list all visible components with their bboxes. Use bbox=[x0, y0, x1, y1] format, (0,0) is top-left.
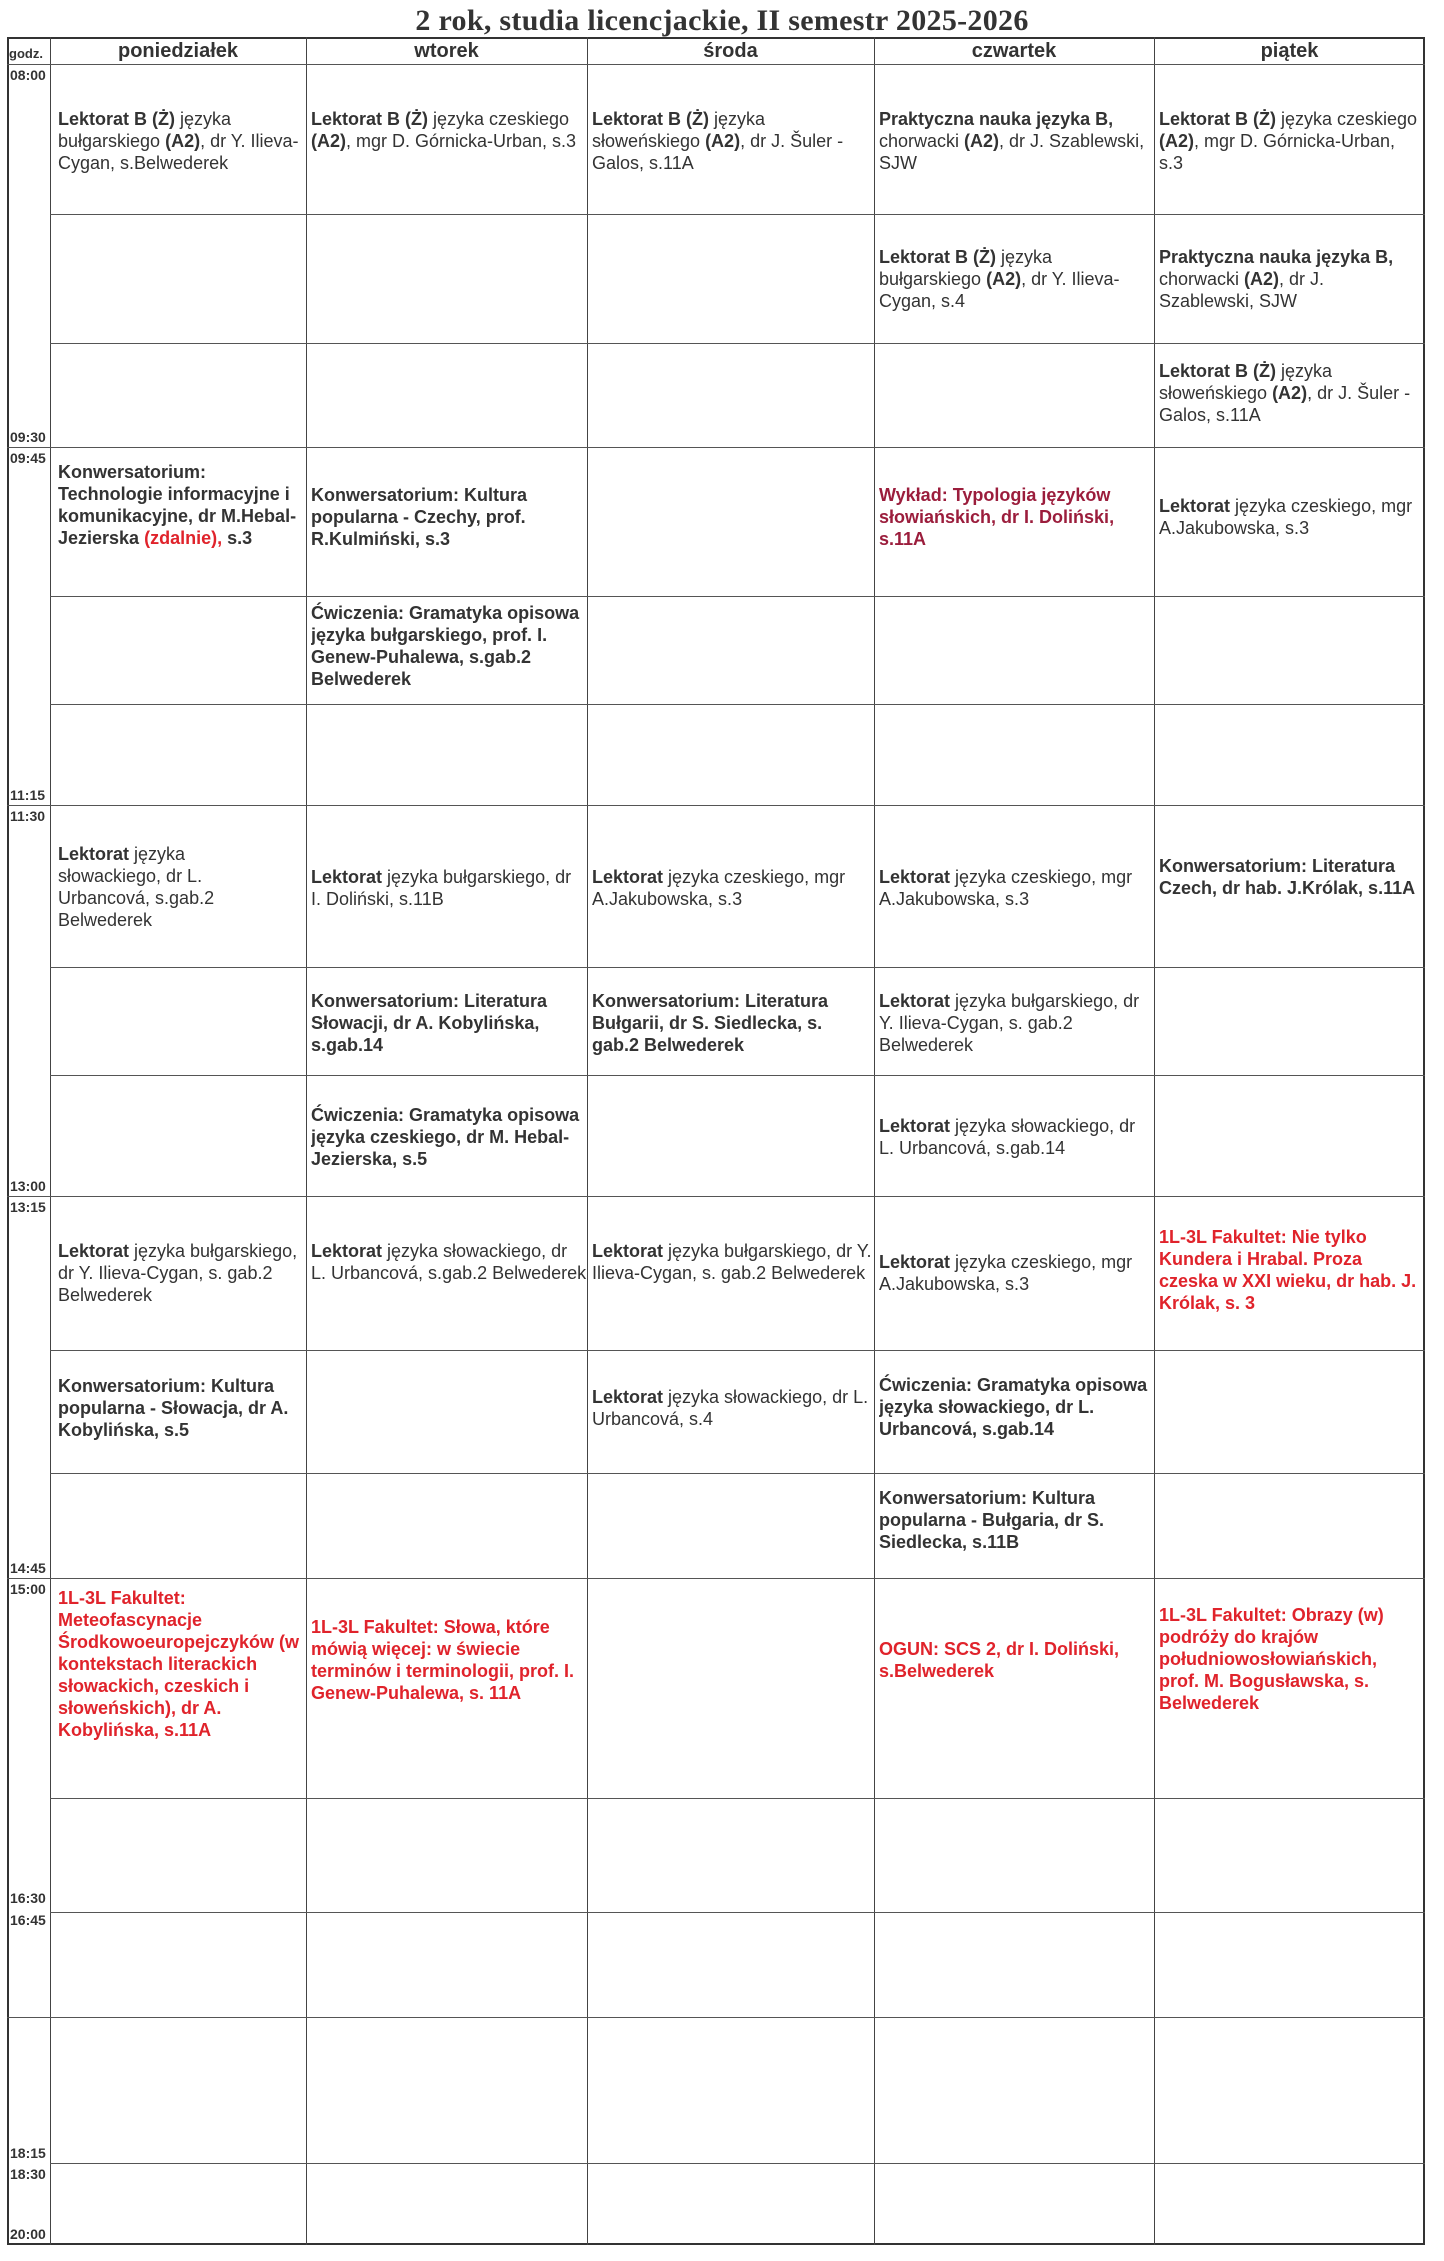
class-entry: Konwersatorium: Kultura popularna - Słowacja, dr A. Kobylińska, s.5 bbox=[58, 1376, 289, 1440]
row-divider bbox=[50, 1473, 1425, 1474]
class-entry: Lektorat B (Ż) języka bułgarskiego (A2), dr Y. Ilieva-Cygan, s.4 bbox=[879, 247, 1120, 311]
column-divider bbox=[306, 37, 307, 2245]
header-divider bbox=[7, 64, 1425, 65]
row-divider bbox=[50, 596, 1425, 597]
time-label: 18:15 bbox=[10, 2145, 46, 2161]
column-divider bbox=[1154, 37, 1155, 2245]
class-entry: OGUN: SCS 2, dr I. Doliński, s.Belwederek bbox=[879, 1639, 1120, 1681]
column-divider bbox=[587, 37, 588, 2245]
class-entry: Ćwiczenia: Gramatyka opisowa języka czeskiego, dr M. Hebal-Jezierska, s.5 bbox=[311, 1105, 580, 1169]
time-label: 16:45 bbox=[10, 1912, 46, 1928]
class-entry: Lektorat języka słowackiego, dr L. Urbancová, s.gab.2 Belwederek bbox=[58, 844, 215, 930]
class-entry: Lektorat B (Ż) języka słoweńskiego (A2), dr J. Šuler - Galos, s.11A bbox=[592, 109, 844, 173]
class-entry: Konwersatorium: Literatura Bułgarii, dr S. Siedlecka, s. gab.2 Belwederek bbox=[592, 991, 829, 1055]
row-divider bbox=[50, 1798, 1425, 1799]
time-label: 18:30 bbox=[10, 2166, 46, 2182]
row-divider bbox=[50, 1350, 1425, 1351]
class-entry: Konwersatorium: Literatura Czech, dr hab. J.Królak, s.11A bbox=[1159, 856, 1416, 898]
class-entry: Lektorat języka słowackiego, dr L. Urbancová, s.gab.2 Belwederek bbox=[311, 1241, 587, 1283]
header-day-thursday: czwartek bbox=[971, 40, 1057, 62]
header-day-wednesday: środa bbox=[703, 40, 758, 62]
time-label: 08:00 bbox=[10, 67, 46, 83]
class-entry: Praktyczna nauka języka B, chorwacki (A2), dr J. Szablewski, SJW bbox=[1159, 247, 1394, 311]
row-divider bbox=[50, 214, 1425, 215]
class-entry: Konwersatorium: Technologie informacyjne i komunikacyjne, dr M.Hebal-Jezierska (zdalnie), s.3 bbox=[58, 462, 297, 548]
class-entry: Lektorat języka bułgarskiego, dr Y. Ilieva-Cygan, s. gab.2 Belwederek bbox=[58, 1241, 298, 1305]
class-entry: Lektorat B (Ż) języka słoweńskiego (A2), dr J. Šuler - Galos, s.11A bbox=[1159, 361, 1411, 425]
header-day-tuesday: wtorek bbox=[414, 40, 479, 62]
row-divider bbox=[50, 704, 1425, 705]
class-entry: 1L-3L Fakultet: Meteofascynacje Środkowoeuropejczyków (w kontekstach literackich słowackich, czeskich i słoweńskich), dr A. Kobylińska, s.11A bbox=[58, 1588, 300, 1740]
class-entry: Ćwiczenia: Gramatyka opisowa języka słowackiego, dr L. Urbancová, s.gab.14 bbox=[879, 1375, 1148, 1439]
class-entry: Lektorat języka czeskiego, mgr A.Jakubowska, s.3 bbox=[592, 867, 846, 909]
class-entry: Lektorat języka bułgarskiego, dr Y. Ilieva-Cygan, s. gab.2 Belwederek bbox=[592, 1241, 872, 1283]
class-entry: Ćwiczenia: Gramatyka opisowa języka bułgarskiego, prof. I. Genew-Puhalewa, s.gab.2 Belwederek bbox=[311, 603, 580, 689]
class-entry: 1L-3L Fakultet: Obrazy (w) podróży do krajów południowosłowiańskich, prof. M. Bogusławska, s. Belwederek bbox=[1159, 1605, 1384, 1713]
class-entry: Lektorat języka czeskiego, mgr A.Jakubowska, s.3 bbox=[879, 1252, 1133, 1294]
class-entry: Lektorat B (Ż) języka czeskiego (A2), mgr D. Górnicka-Urban, s.3 bbox=[311, 109, 577, 151]
class-entry: Lektorat języka słowackiego, dr L. Urbancová, s.4 bbox=[592, 1387, 869, 1429]
column-divider bbox=[874, 37, 875, 2245]
class-entry: Konwersatorium: Kultura popularna - Czechy, prof. R.Kulmiński, s.3 bbox=[311, 485, 528, 549]
class-entry: Lektorat języka czeskiego, mgr A.Jakubowska, s.3 bbox=[879, 867, 1133, 909]
time-label: 09:45 bbox=[10, 450, 46, 466]
column-divider bbox=[50, 37, 51, 2245]
page-title: 2 rok, studia licencjackie, II semestr 2025-2026 bbox=[415, 4, 1029, 37]
row-divider bbox=[50, 2163, 1425, 2164]
time-label: 14:45 bbox=[10, 1560, 46, 1576]
time-label: 09:30 bbox=[10, 429, 46, 445]
time-label: 11:30 bbox=[10, 808, 46, 824]
row-divider bbox=[7, 2017, 1425, 2018]
class-entry: Lektorat B (Ż) języka czeskiego (A2), mgr D. Górnicka-Urban, s.3 bbox=[1159, 109, 1418, 173]
class-entry: Lektorat języka słowackiego, dr L. Urbancová, s.gab.14 bbox=[879, 1116, 1136, 1158]
time-label: 16:30 bbox=[10, 1890, 46, 1906]
header-godz: godz. bbox=[9, 46, 43, 61]
class-entry: Lektorat języka bułgarskiego, dr I. Doliński, s.11B bbox=[311, 867, 572, 909]
header-day-friday: piątek bbox=[1260, 40, 1319, 62]
time-label: 20:00 bbox=[10, 2226, 46, 2242]
row-divider bbox=[50, 343, 1425, 344]
row-divider bbox=[7, 1196, 1425, 1197]
row-divider bbox=[50, 1912, 1425, 1913]
row-divider bbox=[50, 967, 1425, 968]
class-entry: 1L-3L Fakultet: Słowa, które mówią więcej: w świecie terminów i terminologii, prof. I. Genew-Puhalewa, s. 11A bbox=[311, 1617, 575, 1703]
row-divider bbox=[7, 447, 1425, 448]
class-entry: Konwersatorium: Literatura Słowacji, dr A. Kobylińska, s.gab.14 bbox=[311, 991, 548, 1055]
class-entry: Lektorat języka czeskiego, mgr A.Jakubowska, s.3 bbox=[1159, 496, 1413, 538]
class-entry: 1L-3L Fakultet: Nie tylko Kundera i Hrabal. Proza czeska w XXI wieku, dr hab. J. Królak, s. 3 bbox=[1159, 1227, 1417, 1313]
row-divider bbox=[7, 1578, 1425, 1579]
time-label: 13:15 bbox=[10, 1199, 46, 1215]
row-divider bbox=[50, 1075, 1425, 1076]
class-entry: Praktyczna nauka języka B, chorwacki (A2), dr J. Szablewski, SJW bbox=[879, 109, 1145, 173]
class-entry: Lektorat języka bułgarskiego, dr Y. Ilieva-Cygan, s. gab.2 Belwederek bbox=[879, 991, 1140, 1055]
time-label: 13:00 bbox=[10, 1178, 46, 1194]
row-divider bbox=[7, 805, 1425, 806]
class-entry: Lektorat B (Ż) języka bułgarskiego (A2), dr Y. Ilieva-Cygan, s.Belwederek bbox=[58, 109, 299, 173]
time-label: 11:15 bbox=[10, 787, 46, 803]
class-entry: Wykład: Typologia języków słowiańskich, dr I. Doliński, s.11A bbox=[879, 485, 1115, 549]
header-day-monday: poniedziałek bbox=[117, 40, 239, 62]
class-entry: Konwersatorium: Kultura popularna - Bułgaria, dr S. Siedlecka, s.11B bbox=[879, 1488, 1105, 1552]
time-label: 15:00 bbox=[10, 1581, 46, 1597]
